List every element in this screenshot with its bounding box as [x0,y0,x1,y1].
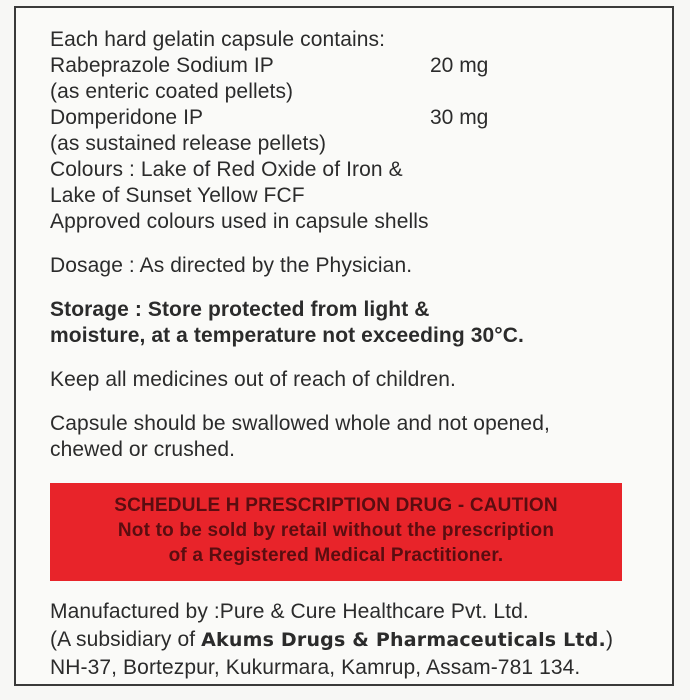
swallow-line-1: Capsule should be swallowed whole and not opened, [50,412,550,435]
ingredient1-name: Rabeprazole Sodium IP [50,54,274,77]
ingredient1-amount: 20 mg [430,54,489,77]
subsidiary-suffix: ) [605,628,614,651]
ingredient2-note: (as sustained release pellets) [50,132,327,155]
manufacturer-line-2 [50,628,613,652]
subsidiary-prefix: (A subsidiary of [50,628,202,651]
colours-line-1: Colours : Lake of Red Oxide of Iron & [50,158,403,181]
storage-line-2: moisture, at a temperature not exceeding 30°C. [50,324,524,347]
manufacturer-address: NH-37, Bortezpur, Kukurmara, Kamrup, Assam-781 134. [50,656,581,679]
swallow-line-2: chewed or crushed. [50,438,236,461]
colours-line-3: Approved colours used in capsule shells [50,210,429,233]
dosage-text: Dosage : As directed by the Physician. [50,254,413,277]
schedule-h-warning-box [50,483,622,581]
label-panel [14,6,674,686]
ingredient1-note: (as enteric coated pellets) [50,80,294,103]
storage-line-1: Storage : Store protected from light & [50,298,430,321]
warning-line-3: of a Registered Medical Practitioner. [168,545,504,566]
keep-away-text: Keep all medicines out of reach of children. [50,368,456,391]
warning-line-2: Not to be sold by retail without the prescription [117,520,555,541]
ingredient2-amount: 30 mg [430,106,489,129]
colours-line-2: Lake of Sunset Yellow FCF [50,184,305,207]
warning-line-1: SCHEDULE H PRESCRIPTION DRUG - CAUTION [114,495,558,516]
parent-company-name: Akums Drugs & Pharmaceuticals Ltd. [201,629,606,651]
composition-heading: Each hard gelatin capsule contains: [50,28,386,51]
manufacturer-line-1: Manufactured by :Pure & Cure Healthcare Pvt. Ltd. [50,600,529,623]
ingredient2-name: Domperidone IP [50,106,204,129]
